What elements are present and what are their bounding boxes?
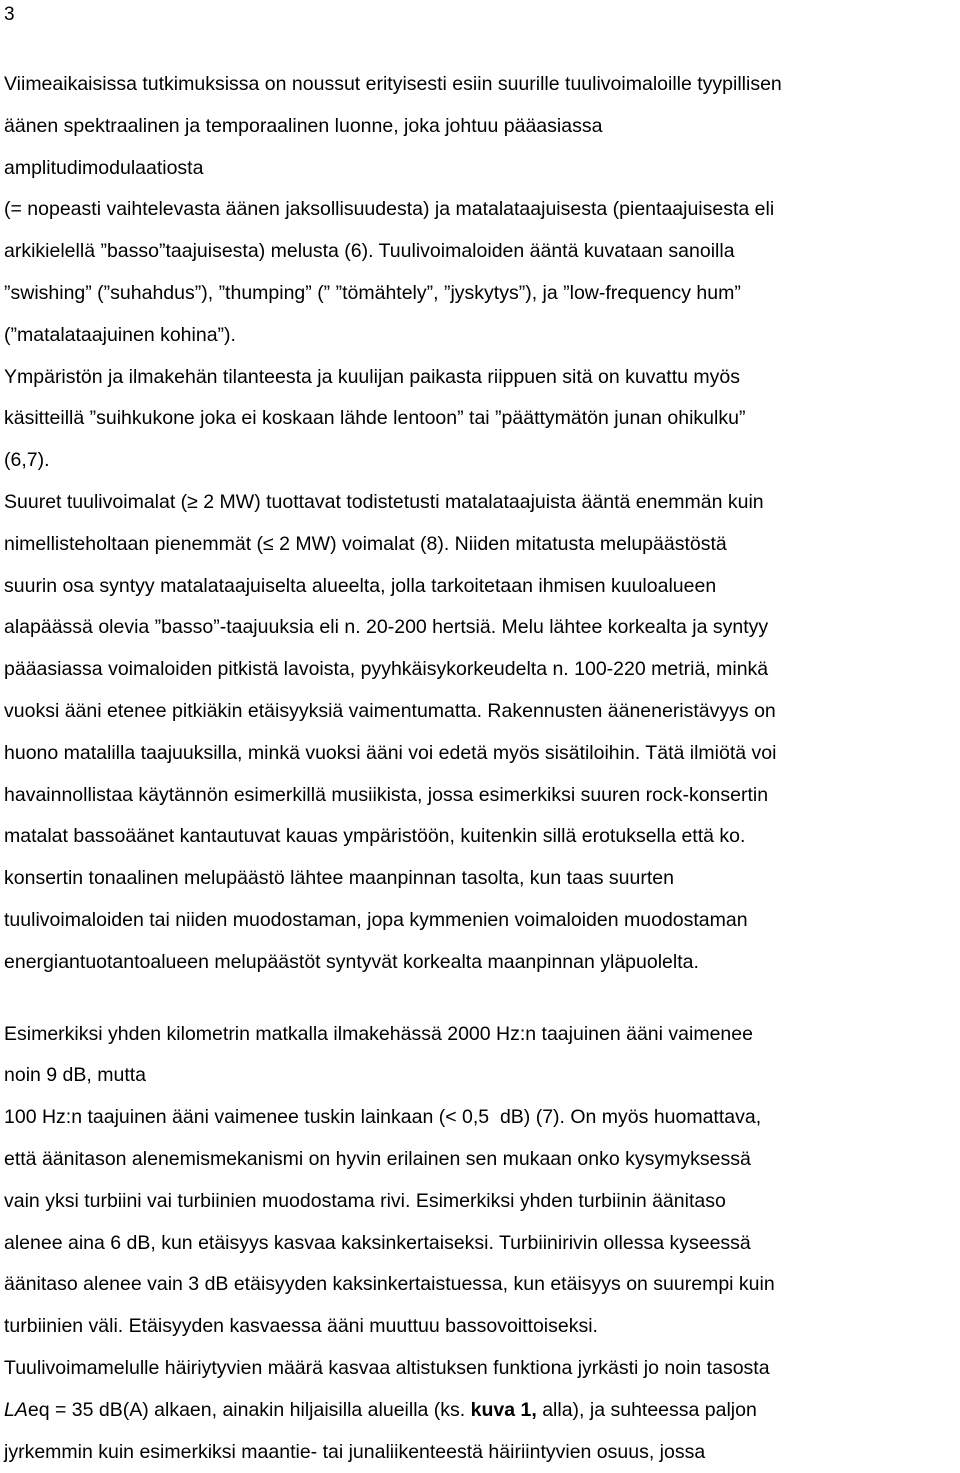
text-line: (6,7).	[4, 440, 956, 482]
text-line: energiantuotantoalueen melupäästöt syntyvät korkealta maanpinnan yläpuolelta.	[4, 942, 956, 984]
text-line: äänen spektraalinen ja temporaalinen luonne, joka johtuu pääasiassa	[4, 106, 956, 148]
paragraph-spacer	[4, 984, 956, 1014]
text-line: äänitaso alenee vain 3 dB etäisyyden kaksinkertaistuessa, kun etäisyys on suurempi kuin	[4, 1264, 956, 1306]
text-line: vuoksi ääni etenee pitkiäkin etäisyyksiä vaimentumatta. Rakennusten ääneneristävyys on	[4, 691, 956, 733]
text-line: (= nopeasti vaihtelevasta äänen jaksollisuudesta) ja matalataajuisesta (pientaajuisesta eli	[4, 189, 956, 231]
text-line: käsitteillä ”suihkukone joka ei koskaan lähde lentoon” tai ”päättymätön junan ohikulku”	[4, 398, 956, 440]
text-line: konsertin tonaalinen melupäästö lähtee maanpinnan tasolta, kun taas suurten	[4, 858, 956, 900]
laeq-rest: alla), ja suhteessa paljon	[537, 1399, 757, 1421]
text-line: ”swishing” (”suhahdus”), ”thumping” (” ”tömähtely”, ”jyskytys”), ja ”low-frequency hum”	[4, 273, 956, 315]
text-line: Viimeaikaisissa tutkimuksissa on noussut erityisesti esiin suurille tuulivoimaloille tyypillisen	[4, 64, 956, 106]
document-body	[4, 64, 956, 1473]
text-line: Suuret tuulivoimalat (≥ 2 MW) tuottavat todistetusti matalataajuista ääntä enemmän kuin	[4, 482, 956, 524]
text-line: vain yksi turbiini vai turbiinien muodostama rivi. Esimerkiksi yhden turbiinin äänitaso	[4, 1181, 956, 1223]
text-line: pääasiassa voimaloiden pitkistä lavoista, pyyhkäisykorkeudelta n. 100-220 metriä, minkä	[4, 649, 956, 691]
text-line: noin 9 dB, mutta	[4, 1055, 956, 1097]
text-line: Tuulivoimamelulle häiriytyvien määrä kasvaa altistuksen funktiona jyrkästi jo noin tasosta	[4, 1348, 956, 1390]
laeq-value: eq = 35 dB(A) alkaen, ainakin hiljaisilla alueilla (ks.	[28, 1399, 471, 1421]
text-line: (”matalataajuinen kohina”).	[4, 315, 956, 357]
text-line: tuulivoimaloiden tai niiden muodostaman, jopa kymmenien voimaloiden muodostaman	[4, 900, 956, 942]
text-line: huono matalilla taajuuksilla, minkä vuoksi ääni voi edetä myös sisätiloihin. Tätä ilmiötä voi	[4, 733, 956, 775]
text-line: suurin osa syntyy matalataajuiselta alueelta, jolla tarkoitetaan ihmisen kuuloalueen	[4, 566, 956, 608]
page-number: 3	[4, 4, 15, 26]
text-line: nimellisteholtaan pienemmät (≤ 2 MW) voimalat (8). Niiden mitatusta melupäästöstä	[4, 524, 956, 566]
laeq-italic: LA	[4, 1399, 28, 1421]
text-line: Ympäristön ja ilmakehän tilanteesta ja kuulijan paikasta riippuen sitä on kuvattu myös	[4, 357, 956, 399]
text-line: 100 Hz:n taajuinen ääni vaimenee tuskin lainkaan (< 0,5 dB) (7). On myös huomattava,	[4, 1097, 956, 1139]
paragraph-tonal-character	[4, 64, 956, 984]
figure-reference: kuva 1,	[471, 1399, 537, 1421]
text-line: alenee aina 6 dB, kun etäisyys kasvaa kaksinkertaiseksi. Turbiinirivin ollessa kyseessä	[4, 1223, 956, 1265]
text-line: jyrkemmin kuin esimerkiksi maantie- tai junaliikenteestä häiriintyvien osuus, jossa	[4, 1432, 956, 1473]
text-line-laeq	[4, 1390, 956, 1432]
text-line: että äänitason alenemismekanismi on hyvin erilainen sen mukaan onko kysymyksessä	[4, 1139, 956, 1181]
text-line: arkikielellä ”basso”taajuisesta) melusta (6). Tuulivoimaloiden ääntä kuvataan sanoilla	[4, 231, 956, 273]
text-line: havainnollistaa käytännön esimerkillä musiikista, jossa esimerkiksi suuren rock-konsertin	[4, 775, 956, 817]
text-line: turbiinien väli. Etäisyyden kasvaessa ääni muuttuu bassovoittoiseksi.	[4, 1306, 956, 1348]
text-line: matalat bassoäänet kantautuvat kauas ympäristöön, kuitenkin sillä erotuksella että ko.	[4, 816, 956, 858]
text-line: amplitudimodulaatiosta	[4, 148, 956, 190]
paragraph-attenuation	[4, 1014, 956, 1473]
text-line: alapäässä olevia ”basso”-taajuuksia eli n. 20-200 hertsiä. Melu lähtee korkealta ja syntyy	[4, 607, 956, 649]
text-line: Esimerkiksi yhden kilometrin matkalla ilmakehässä 2000 Hz:n taajuinen ääni vaimenee	[4, 1014, 956, 1056]
